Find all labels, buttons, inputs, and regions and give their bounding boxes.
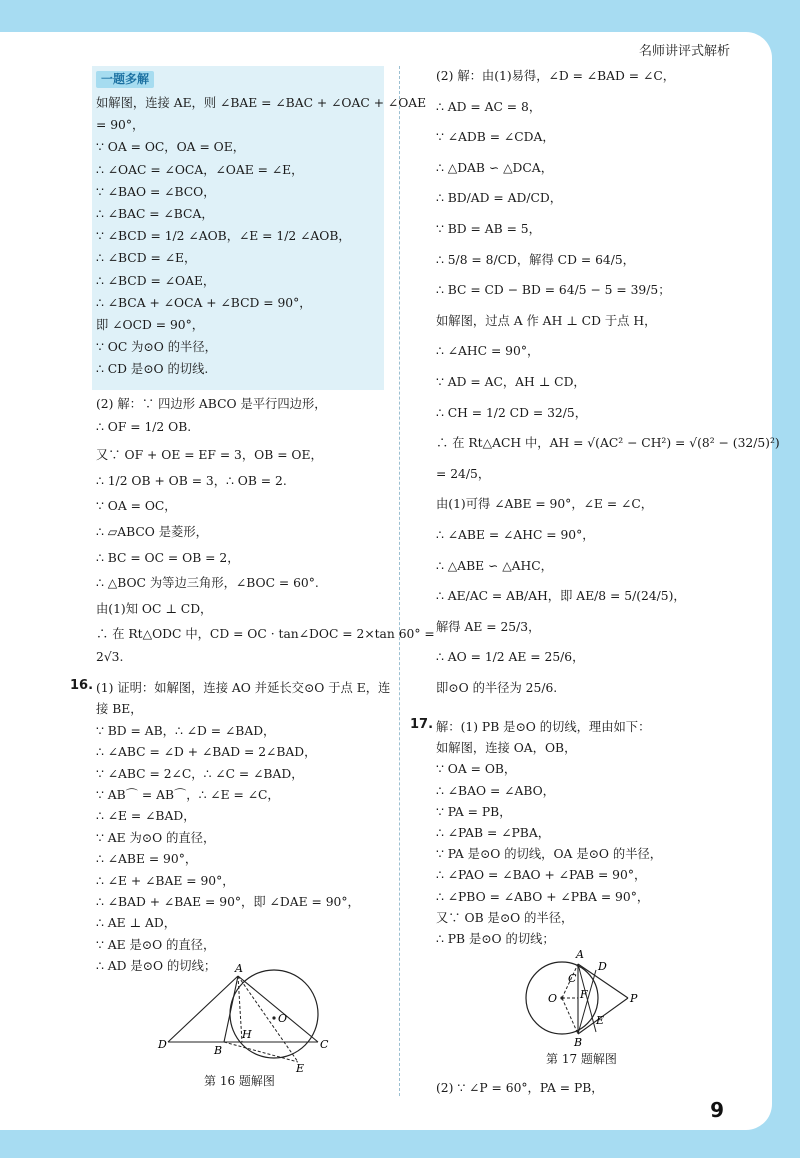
q17-line-10: 又∵ OB 是⊙O 的半径， xyxy=(436,910,574,925)
q17-line-11: ∴ PB 是⊙O 的切线； xyxy=(436,932,555,946)
q16-part2-line-17: ∴ △ABE ∽ △AHC， xyxy=(436,558,553,573)
q16-part2-line-7: ∴ 5/8 = 8/CD，解得 CD = 64/5， xyxy=(436,252,635,267)
q16-line-1: (1) 证明：如解图，连接 AO 并延长交⊙O 于点 E，连 xyxy=(96,681,391,695)
alt-solution-line-11: 即 ∠OCD = 90°， xyxy=(96,318,205,332)
question-16-number: 16. xyxy=(70,678,94,693)
fig16-label-c: C xyxy=(320,1038,329,1051)
part2-line-3: 又∵ OF + OE = EF = 3，OB = OE， xyxy=(96,448,323,463)
part2-line-9: 由(1)知 OC ⊥ CD， xyxy=(96,601,213,616)
column-divider xyxy=(399,66,400,1096)
q16-line-9: ∴ ∠ABE = 90°， xyxy=(96,852,198,867)
fig17-label-d: D xyxy=(598,960,607,973)
q17-line-1: 解：(1) PB 是⊙O 的切线，理由如下： xyxy=(436,720,651,734)
part2-line-4: ∴ 1/2 OB + OB = 3，∴ OB = 2. xyxy=(96,473,287,488)
alt-solution-line-7: ∵ ∠BCD = 1/2 ∠AOB，∠E = 1/2 ∠AOB， xyxy=(96,229,351,244)
q17-line-5: ∵ PA = PB， xyxy=(436,804,512,819)
q16-part2-line-15: 由(1)可得 ∠ABE = 90°，∠E = ∠C， xyxy=(436,497,654,512)
fig17-label-e: E xyxy=(596,1014,605,1027)
q16-line-7: ∴ ∠E = ∠BAD， xyxy=(96,809,196,824)
q16-part2-line-5: ∴ BD/AD = AD/CD， xyxy=(436,191,563,206)
q16-part2-line-6: ∵ BD = AB = 5， xyxy=(436,222,541,236)
fig17-label-a: A xyxy=(576,948,584,961)
header-title: 名师讲评式解析 xyxy=(638,44,730,59)
part2-line-8: ∴ △BOC 为等边三角形，∠BOC = 60°. xyxy=(96,576,319,591)
question-17-number: 17. xyxy=(410,717,434,732)
fig17-label-f: F xyxy=(580,988,588,1001)
fig16-label-a: A xyxy=(235,962,243,975)
fig16-line-da xyxy=(168,976,238,1042)
part2-line-1: (2) 解：∵ 四边形 ABCO 是平行四边形， xyxy=(96,397,327,411)
alt-solution-line-9: ∴ ∠BCD = ∠OAE， xyxy=(96,273,216,288)
part2-line-2: ∴ OF = 1/2 OB. xyxy=(96,419,192,434)
part2-line-7: ∴ BC = OC = OB = 2， xyxy=(96,550,240,565)
fig16-circle xyxy=(230,970,318,1058)
q16-part2-line-12: ∴ CH = 1/2 CD = 32/5， xyxy=(436,405,587,420)
alt-solution-line-4: ∴ ∠OAC = ∠OCA，∠OAE = ∠E， xyxy=(96,162,304,177)
q17-part2-line: (2) ∵ ∠P = 60°，PA = PB， xyxy=(436,1081,604,1095)
q16-line-10: ∴ ∠E + ∠BAE = 90°， xyxy=(96,873,235,888)
q16-part2-line-1: (2) 解：由(1)易得，∠D = ∠BAD = ∠C， xyxy=(436,69,676,83)
q16-part2-line-20: ∴ AO = 1/2 AE = 25/6， xyxy=(436,650,585,665)
q16-line-8: ∵ AE 为⊙O 的直径， xyxy=(96,830,216,845)
q17-line-8: ∴ ∠PAO = ∠BAO + ∠PAB = 90°， xyxy=(436,868,647,883)
alt-solution-line-3: ∵ OA = OC，OA = OE， xyxy=(96,140,246,155)
part2-line-11: 2√3. xyxy=(96,650,124,664)
q16-line-14: ∴ AD 是⊙O 的切线； xyxy=(96,959,217,974)
fig16-label-o: O xyxy=(278,1012,288,1025)
q16-part2-line-16: ∴ ∠ABE = ∠AHC = 90°， xyxy=(436,528,595,542)
alt-solution-line-2: = 90°， xyxy=(96,118,145,133)
alt-solution-tag: 一题多解 xyxy=(96,71,154,88)
figure-17 xyxy=(516,946,646,1056)
q17-line-3: ∵ OA = OB， xyxy=(436,762,517,777)
q16-line-11: ∴ ∠BAD + ∠BAE = 90°，即 ∠DAE = 90°， xyxy=(96,895,360,909)
q16-line-6: ∵ AB⌒ = AB⌒，∴ ∠E = ∠C， xyxy=(96,788,280,802)
figure-16 xyxy=(156,962,336,1072)
fig16-center-dot xyxy=(272,1016,275,1019)
q16-line-5: ∵ ∠ABC = 2∠C，∴ ∠C = ∠BAD， xyxy=(96,766,304,781)
q16-part2-line-10: ∴ ∠AHC = 90°， xyxy=(436,344,540,359)
q16-part2-line-9: 如解图，过点 A 作 AH ⊥ CD 于点 H， xyxy=(436,313,657,328)
alt-solution-line-12: ∵ OC 为⊙O 的半径， xyxy=(96,340,217,355)
q16-part2-line-4: ∴ △DAB ∽ △DCA， xyxy=(436,160,553,175)
q17-line-2: 如解图，连接 OA，OB， xyxy=(436,741,577,756)
q17-line-9: ∴ ∠PBO = ∠ABO + ∠PBA = 90°， xyxy=(436,889,650,904)
part2-line-10: ∴ 在 Rt△ODC 中，CD = OC · tan∠DOC = 2×tan 60° = xyxy=(96,627,435,642)
q16-line-13: ∵ AE 是⊙O 的直径， xyxy=(96,937,216,952)
fig16-label-e: E xyxy=(296,1062,305,1072)
part2-line-6: ∴ ▱ABCO 是菱形， xyxy=(96,525,208,539)
q17-line-6: ∴ ∠PAB = ∠PBA， xyxy=(436,826,551,840)
q16-part2-line-19: 解得 AE = 25/3， xyxy=(436,619,541,634)
fig17-label-o: O xyxy=(548,992,558,1005)
q16-part2-line-3: ∵ ∠ADB = ∠CDA， xyxy=(436,130,555,145)
part2-line-5: ∵ OA = OC， xyxy=(96,499,177,514)
q16-part2-line-14: = 24/5， xyxy=(436,466,491,481)
q16-line-4: ∴ ∠ABC = ∠D + ∠BAD = 2∠BAD， xyxy=(96,745,317,760)
page-number: 9 xyxy=(710,1098,724,1122)
fig17-label-b: B xyxy=(574,1036,583,1049)
q17-line-7: ∵ PA 是⊙O 的切线，OA 是⊙O 的半径， xyxy=(436,847,663,862)
alt-solution-line-8: ∴ ∠BCD = ∠E， xyxy=(96,251,197,266)
q16-part2-line-18: ∴ AE/AC = AB/AH，即 AE/8 = 5/(24/5)， xyxy=(436,589,686,604)
q16-line-3: ∵ BD = AB，∴ ∠D = ∠BAD， xyxy=(96,723,276,738)
fig16-label-h: H xyxy=(242,1028,252,1041)
q16-part2-line-21: 即⊙O 的半径为 25/6. xyxy=(436,681,558,695)
fig17-center-dot xyxy=(560,996,563,999)
figure-17-caption: 第 17 题解图 xyxy=(546,1052,617,1066)
q16-part2-line-2: ∴ AD = AC = 8， xyxy=(436,99,542,114)
fig17-line-ob xyxy=(562,998,578,1034)
fig16-line-be xyxy=(224,1042,298,1062)
fig16-label-d: D xyxy=(158,1038,167,1051)
fig16-line-ab xyxy=(224,976,238,1042)
alt-solution-line-1: 如解图，连接 AE，则 ∠BAE = ∠BAC + ∠OAC + ∠OAE xyxy=(96,96,427,110)
alt-solution-line-5: ∵ ∠BAO = ∠BCO， xyxy=(96,184,216,199)
q16-part2-line-11: ∵ AD = AC，AH ⊥ CD， xyxy=(436,375,586,389)
fig16-label-b: B xyxy=(214,1044,223,1057)
q16-line-2: 接 BE， xyxy=(96,702,143,717)
q16-part2-line-13: ∴ 在 Rt△ACH 中，AH = √(AC² − CH²) = √(8² − (32/5)²) xyxy=(436,436,780,451)
q16-part2-line-8: ∴ BC = CD − BD = 64/5 − 5 = 39/5； xyxy=(436,283,671,298)
figure-16-caption: 第 16 题解图 xyxy=(204,1074,275,1088)
alt-solution-line-6: ∴ ∠BAC = ∠BCA， xyxy=(96,207,214,221)
alt-solution-line-13: ∴ CD 是⊙O 的切线. xyxy=(96,362,209,377)
q17-line-4: ∴ ∠BAO = ∠ABO， xyxy=(436,783,555,798)
fig17-label-c: C xyxy=(568,972,577,985)
q16-line-12: ∴ AE ⊥ AD， xyxy=(96,916,177,931)
alt-solution-line-10: ∴ ∠BCA + ∠OCA + ∠BCD = 90°， xyxy=(96,295,312,310)
fig17-label-p: P xyxy=(630,992,638,1005)
